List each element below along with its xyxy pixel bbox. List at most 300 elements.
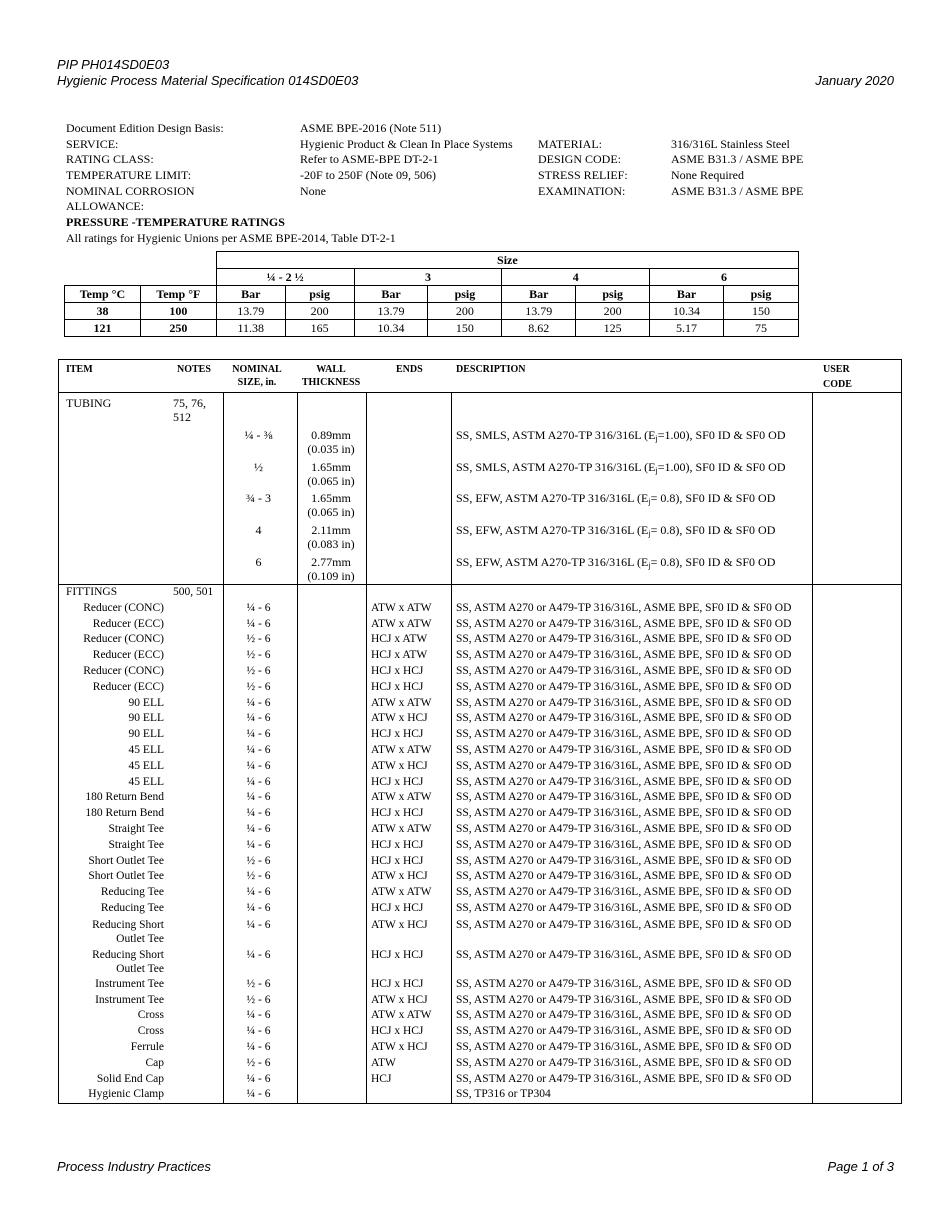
tube-desc-sub: j bbox=[648, 561, 651, 570]
fitting-item-name: Reducer (CONC) bbox=[83, 601, 164, 614]
col-user-1: USER bbox=[823, 364, 850, 375]
fitting-ends: HCJ x ATW bbox=[371, 649, 428, 662]
fittings-notes: 500, 501 bbox=[173, 586, 214, 598]
table-cell: 13.79 bbox=[502, 303, 576, 320]
fitting-item bbox=[85, 790, 164, 806]
corrosion-value: None bbox=[300, 183, 326, 198]
fitting-item bbox=[83, 601, 164, 617]
fitting-desc: SS, ASTM A270 or A479-TP 316/316L, ASME BPE, SF0 ID & SF0 OD bbox=[456, 948, 792, 961]
fitting-size: ½ - 6 bbox=[246, 1056, 271, 1069]
fitting-desc: SS, ASTM A270 or A479-TP 316/316L, ASME BPE, SF0 ID & SF0 OD bbox=[456, 791, 792, 804]
exam-label: EXAMINATION: bbox=[538, 183, 626, 198]
table-row bbox=[59, 1056, 901, 1072]
fitting-size: ½ - 6 bbox=[246, 993, 271, 1006]
fitting-ends: ATW x HCJ bbox=[371, 1040, 428, 1053]
temp-label: TEMPERATURE LIMIT: bbox=[66, 168, 192, 183]
size-col: 3 bbox=[354, 269, 502, 286]
fitting-item bbox=[88, 854, 164, 870]
fitting-size: ¼ - 6 bbox=[246, 918, 271, 931]
fitting-item-name: Reducing Short bbox=[92, 918, 164, 931]
fitting-item-name: 180 Return Bend bbox=[85, 807, 164, 820]
fitting-desc: SS, ASTM A270 or A479-TP 316/316L, ASME BPE, SF0 ID & SF0 OD bbox=[456, 696, 792, 709]
fitting-item-name-2: Outlet Tee bbox=[116, 932, 164, 945]
fitting-item bbox=[108, 822, 164, 838]
fitting-size: ½ - 6 bbox=[246, 649, 271, 662]
fitting-ends: HCJ x HCJ bbox=[371, 775, 424, 788]
fitting-desc: SS, ASTM A270 or A479-TP 316/316L, ASME BPE, SF0 ID & SF0 OD bbox=[456, 759, 792, 772]
fitting-ends: HCJ x HCJ bbox=[371, 1025, 424, 1038]
fitting-desc: SS, ASTM A270 or A479-TP 316/316L, ASME BPE, SF0 ID & SF0 OD bbox=[456, 838, 792, 851]
fitting-size: ¼ - 6 bbox=[246, 807, 271, 820]
fitting-size: ¼ - 6 bbox=[246, 822, 271, 835]
tube-size: 4 bbox=[255, 523, 262, 537]
table-cell: 5.17 bbox=[650, 320, 724, 337]
col-header: psig bbox=[285, 286, 354, 303]
table-row bbox=[59, 711, 901, 727]
fitting-item bbox=[138, 1024, 164, 1040]
table-row bbox=[59, 775, 901, 791]
table-row bbox=[59, 993, 901, 1009]
fitting-ends: ATW x ATW bbox=[371, 601, 432, 614]
tube-wall-in: (0.065 in) bbox=[307, 505, 355, 519]
fitting-item bbox=[145, 1056, 164, 1072]
fitting-item bbox=[95, 993, 164, 1009]
fitting-item-name: Short Outlet Tee bbox=[88, 854, 164, 867]
tube-wall-mm: 2.11mm bbox=[311, 523, 351, 537]
fitting-item-name: Cross bbox=[137, 1025, 164, 1038]
fitting-size: ¼ - 6 bbox=[246, 617, 271, 630]
fitting-ends: ATW x HCJ bbox=[371, 759, 428, 772]
fitting-item bbox=[83, 664, 164, 680]
tube-wall bbox=[295, 555, 367, 583]
corrosion-label-2: ALLOWANCE: bbox=[66, 199, 144, 214]
fitting-item-name: Instrument Tee bbox=[95, 993, 164, 1006]
col-header: psig bbox=[724, 286, 799, 303]
col-header: Temp °C bbox=[65, 286, 141, 303]
fitting-ends: ATW x ATW bbox=[371, 617, 432, 630]
table-row bbox=[59, 917, 901, 947]
tube-wall-mm: 1.65mm bbox=[311, 460, 351, 474]
fitting-item bbox=[85, 806, 164, 822]
fitting-size: ¼ - 6 bbox=[246, 901, 271, 914]
material-value: 316/316L Stainless Steel bbox=[671, 136, 790, 151]
table-row bbox=[59, 680, 901, 696]
table-row bbox=[59, 806, 901, 822]
tube-wall-in: (0.065 in) bbox=[307, 474, 355, 488]
fitting-desc: SS, ASTM A270 or A479-TP 316/316L, ASME BPE, SF0 ID & SF0 OD bbox=[456, 1072, 792, 1085]
fitting-size: ¼ - 6 bbox=[246, 728, 271, 741]
fitting-ends: ATW x HCJ bbox=[371, 993, 428, 1006]
col-header: Bar bbox=[650, 286, 724, 303]
doc-date: January 2020 bbox=[815, 73, 894, 88]
table-row bbox=[59, 947, 901, 977]
tube-size: ½ bbox=[254, 460, 263, 474]
col-header: Bar bbox=[502, 286, 576, 303]
fitting-item-name: Reducing Short bbox=[92, 948, 164, 961]
fitting-ends: HCJ x HCJ bbox=[371, 838, 424, 851]
fitting-ends: HCJ x HCJ bbox=[371, 728, 424, 741]
table-row bbox=[65, 303, 799, 320]
fitting-ends: HCJ x HCJ bbox=[371, 901, 424, 914]
fitting-item bbox=[129, 727, 164, 743]
tube-desc-a: SS, SMLS, ASTM A270-TP 316/316L (E bbox=[456, 460, 656, 474]
fitting-item-name: Straight Tee bbox=[108, 822, 164, 835]
fitting-size: ¼ - 6 bbox=[246, 886, 271, 899]
table-row bbox=[59, 1024, 901, 1040]
component-spec-table bbox=[58, 359, 902, 1104]
fitting-item bbox=[129, 743, 164, 759]
fitting-item bbox=[131, 1040, 164, 1056]
table-cell: 13.79 bbox=[216, 303, 285, 320]
fitting-desc: SS, ASTM A270 or A479-TP 316/316L, ASME BPE, SF0 ID & SF0 OD bbox=[456, 822, 792, 835]
tube-desc-sub: j bbox=[655, 466, 658, 475]
size-col: 6 bbox=[650, 269, 799, 286]
fitting-desc: SS, ASTM A270 or A479-TP 316/316L, ASME BPE, SF0 ID & SF0 OD bbox=[456, 775, 792, 788]
fitting-desc: SS, ASTM A270 or A479-TP 316/316L, ASME BPE, SF0 ID & SF0 OD bbox=[456, 743, 792, 756]
footer-org: Process Industry Practices bbox=[57, 1159, 211, 1174]
fitting-desc: SS, ASTM A270 or A479-TP 316/316L, ASME BPE, SF0 ID & SF0 OD bbox=[456, 649, 792, 662]
table-row bbox=[59, 854, 901, 870]
fitting-desc: SS, ASTM A270 or A479-TP 316/316L, ASME BPE, SF0 ID & SF0 OD bbox=[456, 807, 792, 820]
fittings-title-row bbox=[59, 585, 901, 601]
fitting-size: ¼ - 6 bbox=[246, 1009, 271, 1022]
tubing-section bbox=[59, 393, 901, 585]
fitting-ends: ATW x HCJ bbox=[371, 918, 428, 931]
fitting-size: ½ - 6 bbox=[246, 633, 271, 646]
fitting-item bbox=[129, 759, 164, 775]
fitting-desc: SS, ASTM A270 or A479-TP 316/316L, ASME BPE, SF0 ID & SF0 OD bbox=[456, 712, 792, 725]
fitting-item bbox=[93, 648, 164, 664]
fitting-desc: SS, ASTM A270 or A479-TP 316/316L, ASME BPE, SF0 ID & SF0 OD bbox=[456, 918, 792, 931]
fitting-item bbox=[95, 977, 164, 993]
fitting-item-name: Reducer (ECC) bbox=[92, 649, 164, 662]
fitting-ends: HCJ x ATW bbox=[371, 633, 428, 646]
fitting-item bbox=[88, 869, 164, 885]
col-nominal-1: NOMINAL bbox=[232, 364, 282, 375]
fitting-item-name: 90 ELL bbox=[128, 728, 164, 741]
fitting-ends: HCJ x HCJ bbox=[371, 680, 424, 693]
fitting-item bbox=[93, 680, 164, 696]
fitting-size: ¼ - 6 bbox=[246, 838, 271, 851]
fitting-rows bbox=[59, 601, 901, 1103]
rating-value: Refer to ASME-BPE DT-2-1 bbox=[300, 152, 439, 167]
fitting-item-name: Reducer (CONC) bbox=[83, 633, 164, 646]
fitting-desc: SS, ASTM A270 or A479-TP 316/316L, ASME BPE, SF0 ID & SF0 OD bbox=[456, 680, 792, 693]
fitting-item-name: Reducing Tee bbox=[100, 886, 164, 899]
fitting-size: ¼ - 6 bbox=[246, 1040, 271, 1053]
fitting-item-name: Cap bbox=[145, 1056, 164, 1069]
table-cell: 125 bbox=[576, 320, 650, 337]
tube-desc-sub: j bbox=[648, 529, 651, 538]
table-cell: 75 bbox=[724, 320, 799, 337]
col-header: Bar bbox=[216, 286, 285, 303]
tube-desc-b: = 0.8), SF0 ID & SF0 OD bbox=[650, 523, 776, 537]
table-cell: 150 bbox=[428, 320, 502, 337]
fitting-item-name: 45 ELL bbox=[128, 759, 164, 772]
table-cell: 8.62 bbox=[502, 320, 576, 337]
fitting-item bbox=[83, 632, 164, 648]
tubing-notes bbox=[173, 396, 206, 424]
fittings-label: FITTINGS bbox=[66, 586, 118, 598]
fitting-item bbox=[138, 1008, 164, 1024]
fitting-size: ½ - 6 bbox=[246, 854, 271, 867]
pt-header-row bbox=[65, 286, 799, 303]
tube-desc-sub: j bbox=[648, 497, 651, 506]
table-cell: 10.34 bbox=[650, 303, 724, 320]
fitting-desc: SS, ASTM A270 or A479-TP 316/316L, ASME BPE, SF0 ID & SF0 OD bbox=[456, 886, 792, 899]
service-label: SERVICE: bbox=[66, 136, 119, 151]
tube-desc-b: =1.00), SF0 ID & SF0 OD bbox=[657, 428, 786, 442]
fittings-section bbox=[59, 585, 901, 1103]
tube-desc bbox=[456, 460, 786, 474]
tube-size: ¼ - ⅜ bbox=[244, 428, 273, 442]
footer-page: Page 1 of 3 bbox=[827, 1159, 894, 1174]
tube-size: ¾ - 3 bbox=[246, 491, 271, 505]
fitting-desc: SS, ASTM A270 or A479-TP 316/316L, ASME BPE, SF0 ID & SF0 OD bbox=[456, 1025, 792, 1038]
table-cell: 250 bbox=[140, 320, 216, 337]
col-header: Temp °F bbox=[140, 286, 216, 303]
fitting-desc: SS, ASTM A270 or A479-TP 316/316L, ASME BPE, SF0 ID & SF0 OD bbox=[456, 993, 792, 1006]
fitting-size: ½ - 6 bbox=[246, 664, 271, 677]
tube-size: 6 bbox=[255, 555, 262, 569]
fitting-item-name: 45 ELL bbox=[128, 743, 164, 756]
col-notes: NOTES bbox=[177, 364, 211, 375]
col-header: psig bbox=[576, 286, 650, 303]
fitting-ends: ATW x ATW bbox=[371, 791, 432, 804]
tube-desc-a: SS, SMLS, ASTM A270-TP 316/316L (E bbox=[456, 428, 656, 442]
tube-desc-b: =1.00), SF0 ID & SF0 OD bbox=[657, 460, 786, 474]
fitting-item bbox=[88, 1087, 164, 1103]
table-row bbox=[59, 977, 901, 993]
spec-header-row bbox=[59, 360, 901, 393]
fitting-size: ¼ - 6 bbox=[246, 712, 271, 725]
table-row bbox=[59, 1040, 901, 1056]
fitting-size: ¼ - 6 bbox=[246, 1088, 271, 1101]
fitting-item bbox=[129, 711, 164, 727]
col-nominal-2: SIZE, in. bbox=[237, 377, 277, 388]
fitting-desc: SS, ASTM A270 or A479-TP 316/316L, ASME BPE, SF0 ID & SF0 OD bbox=[456, 617, 792, 630]
fitting-ends: HCJ bbox=[371, 1072, 392, 1085]
fitting-item-name: Instrument Tee bbox=[95, 977, 164, 990]
table-row bbox=[59, 901, 901, 917]
edition-value: ASME BPE-2016 (Note 511) bbox=[300, 121, 442, 135]
fitting-ends: HCJ x HCJ bbox=[371, 948, 424, 961]
fitting-ends: HCJ x HCJ bbox=[371, 854, 424, 867]
ratings-heading: PRESSURE -TEMPERATURE RATINGS bbox=[66, 215, 285, 230]
stress-value: None Required bbox=[671, 168, 744, 183]
design-code-value: ASME B31.3 / ASME BPE bbox=[671, 152, 804, 167]
fitting-ends: HCJ x HCJ bbox=[371, 664, 424, 677]
fitting-desc: SS, ASTM A270 or A479-TP 316/316L, ASME BPE, SF0 ID & SF0 OD bbox=[456, 901, 792, 914]
tube-wall-mm: 2.77mm bbox=[311, 555, 351, 569]
fitting-ends: ATW x HCJ bbox=[371, 712, 428, 725]
fitting-item-name: 180 Return Bend bbox=[85, 791, 164, 804]
fitting-item-name: Solid End Cap bbox=[96, 1072, 164, 1085]
tube-desc-sub: j bbox=[655, 434, 658, 443]
design-code-label: DESIGN CODE: bbox=[538, 152, 621, 167]
fitting-size: ½ - 6 bbox=[246, 680, 271, 693]
fitting-item bbox=[108, 838, 164, 854]
table-row bbox=[59, 869, 901, 885]
fitting-item-name: Reducer (CONC) bbox=[83, 664, 164, 677]
fitting-item bbox=[92, 948, 164, 976]
tube-wall-in: (0.035 in) bbox=[307, 442, 355, 456]
fitting-item bbox=[129, 696, 164, 712]
fitting-desc: SS, ASTM A270 or A479-TP 316/316L, ASME BPE, SF0 ID & SF0 OD bbox=[456, 870, 792, 883]
table-row bbox=[59, 696, 901, 712]
table-cell: 10.34 bbox=[354, 320, 428, 337]
fitting-ends: ATW x ATW bbox=[371, 696, 432, 709]
tube-desc-a: SS, EFW, ASTM A270-TP 316/316L (E bbox=[456, 523, 649, 537]
tube-wall-in: (0.083 in) bbox=[307, 537, 355, 551]
fitting-item bbox=[101, 901, 164, 917]
tubing-label: TUBING bbox=[66, 396, 112, 410]
tube-desc-a: SS, EFW, ASTM A270-TP 316/316L (E bbox=[456, 555, 649, 569]
table-cell: 200 bbox=[285, 303, 354, 320]
fitting-desc: SS, ASTM A270 or A479-TP 316/316L, ASME BPE, SF0 ID & SF0 OD bbox=[456, 728, 792, 741]
table-row bbox=[59, 759, 901, 775]
table-cell: 11.38 bbox=[216, 320, 285, 337]
table-row bbox=[59, 790, 901, 806]
table-row bbox=[59, 632, 901, 648]
page-header bbox=[57, 57, 358, 89]
table-row bbox=[59, 885, 901, 901]
fitting-desc: SS, TP316 or TP304 bbox=[456, 1088, 551, 1101]
fitting-item-name: Reducer (ECC) bbox=[92, 680, 164, 693]
fitting-desc: SS, ASTM A270 or A479-TP 316/316L, ASME BPE, SF0 ID & SF0 OD bbox=[456, 854, 792, 867]
table-cell: 200 bbox=[428, 303, 502, 320]
fitting-item-name: Straight Tee bbox=[108, 838, 164, 851]
table-row bbox=[59, 743, 901, 759]
fitting-item bbox=[92, 918, 164, 946]
material-label: MATERIAL: bbox=[538, 136, 602, 151]
col-wall bbox=[295, 363, 367, 389]
fitting-item bbox=[129, 775, 164, 791]
fitting-ends: ATW bbox=[371, 1056, 396, 1069]
tubing-notes-1: 75, 76, bbox=[173, 396, 206, 410]
table-row bbox=[59, 838, 901, 854]
fitting-ends: HCJ x HCJ bbox=[371, 977, 424, 990]
fitting-item bbox=[101, 885, 164, 901]
tubing-notes-2: 512 bbox=[173, 410, 191, 424]
table-row bbox=[59, 1087, 901, 1103]
col-header: Bar bbox=[354, 286, 428, 303]
table-cell: 165 bbox=[285, 320, 354, 337]
fitting-size: ¼ - 6 bbox=[246, 696, 271, 709]
tube-wall bbox=[295, 491, 367, 519]
col-user-code bbox=[823, 363, 852, 394]
pressure-temperature-table bbox=[64, 251, 799, 337]
col-nominal bbox=[221, 363, 293, 389]
col-ends: ENDS bbox=[396, 364, 423, 375]
table-cell: 150 bbox=[724, 303, 799, 320]
table-cell: 38 bbox=[65, 303, 141, 320]
doc-title: Hygienic Process Material Specification 014SD0E03 bbox=[57, 73, 359, 88]
col-wall-1: WALL bbox=[316, 364, 346, 375]
fitting-item-name: Ferrule bbox=[130, 1040, 164, 1053]
tube-wall bbox=[295, 428, 367, 456]
fitting-desc: SS, ASTM A270 or A479-TP 316/316L, ASME BPE, SF0 ID & SF0 OD bbox=[456, 1009, 792, 1022]
table-row bbox=[59, 822, 901, 838]
fitting-desc: SS, ASTM A270 or A479-TP 316/316L, ASME BPE, SF0 ID & SF0 OD bbox=[456, 1040, 792, 1053]
col-wall-2: THICKNESS bbox=[301, 377, 361, 388]
table-row bbox=[59, 648, 901, 664]
fitting-item-name: Cross bbox=[137, 1009, 164, 1022]
table-cell: 121 bbox=[65, 320, 141, 337]
table-cell: 100 bbox=[140, 303, 216, 320]
col-item: ITEM bbox=[66, 364, 93, 375]
fitting-desc: SS, ASTM A270 or A479-TP 316/316L, ASME BPE, SF0 ID & SF0 OD bbox=[456, 601, 792, 614]
fitting-size: ¼ - 6 bbox=[246, 601, 271, 614]
tube-wall-in: (0.109 in) bbox=[307, 569, 355, 583]
fitting-desc: SS, ASTM A270 or A479-TP 316/316L, ASME BPE, SF0 ID & SF0 OD bbox=[456, 633, 792, 646]
rating-label: RATING CLASS: bbox=[66, 152, 154, 167]
tube-wall-mm: 1.65mm bbox=[311, 491, 351, 505]
fitting-item-name: Short Outlet Tee bbox=[88, 870, 164, 883]
table-row bbox=[59, 664, 901, 680]
exam-value: ASME B31.3 / ASME BPE bbox=[671, 183, 804, 198]
fitting-item-name-2: Outlet Tee bbox=[116, 962, 164, 975]
size-header: Size bbox=[216, 252, 798, 269]
fitting-size: ½ - 6 bbox=[246, 870, 271, 883]
tube-wall bbox=[295, 523, 367, 551]
tube-desc bbox=[456, 555, 775, 569]
tube-desc bbox=[456, 523, 775, 537]
tube-desc-b: = 0.8), SF0 ID & SF0 OD bbox=[650, 491, 776, 505]
tube-wall bbox=[295, 460, 367, 488]
size-col: 4 bbox=[502, 269, 650, 286]
fitting-size: ¼ - 6 bbox=[246, 775, 271, 788]
col-header: psig bbox=[428, 286, 502, 303]
fitting-item bbox=[97, 1072, 164, 1088]
fitting-item-name: 90 ELL bbox=[128, 712, 164, 725]
fitting-desc: SS, ASTM A270 or A479-TP 316/316L, ASME BPE, SF0 ID & SF0 OD bbox=[456, 664, 792, 677]
fitting-desc: SS, ASTM A270 or A479-TP 316/316L, ASME BPE, SF0 ID & SF0 OD bbox=[456, 977, 792, 990]
tube-desc bbox=[456, 491, 775, 505]
table-row bbox=[59, 601, 901, 617]
fitting-item-name: Reducing Tee bbox=[100, 901, 164, 914]
fitting-size: ¼ - 6 bbox=[246, 759, 271, 772]
table-row bbox=[65, 320, 799, 337]
table-cell: 200 bbox=[576, 303, 650, 320]
fitting-size: ¼ - 6 bbox=[246, 1072, 271, 1085]
tube-desc bbox=[456, 428, 786, 442]
fitting-ends: ATW x ATW bbox=[371, 1009, 432, 1022]
table-row bbox=[59, 727, 901, 743]
fitting-size: ¼ - 6 bbox=[246, 948, 271, 961]
corrosion-label: NOMINAL CORROSION bbox=[66, 183, 195, 198]
table-row bbox=[59, 617, 901, 633]
col-description: DESCRIPTION bbox=[456, 364, 526, 375]
col-user-2: CODE bbox=[823, 379, 852, 390]
fitting-ends: HCJ x HCJ bbox=[371, 807, 424, 820]
edition-label: Document Edition Design Basis: bbox=[66, 121, 224, 135]
fitting-size: ½ - 6 bbox=[246, 977, 271, 990]
fitting-ends: ATW x ATW bbox=[371, 822, 432, 835]
fitting-ends: ATW x ATW bbox=[371, 886, 432, 899]
fitting-ends: ATW x HCJ bbox=[371, 870, 428, 883]
fitting-item bbox=[93, 617, 164, 633]
stress-label: STRESS RELIEF: bbox=[538, 168, 628, 183]
fitting-item-name: Reducer (ECC) bbox=[92, 617, 164, 630]
table-row bbox=[59, 1008, 901, 1024]
tube-desc-b: = 0.8), SF0 ID & SF0 OD bbox=[650, 555, 776, 569]
fitting-ends: ATW x ATW bbox=[371, 743, 432, 756]
fitting-size: ¼ - 6 bbox=[246, 1025, 271, 1038]
tube-desc-a: SS, EFW, ASTM A270-TP 316/316L (E bbox=[456, 491, 649, 505]
table-cell: 13.79 bbox=[354, 303, 428, 320]
fitting-item-name: 45 ELL bbox=[128, 775, 164, 788]
